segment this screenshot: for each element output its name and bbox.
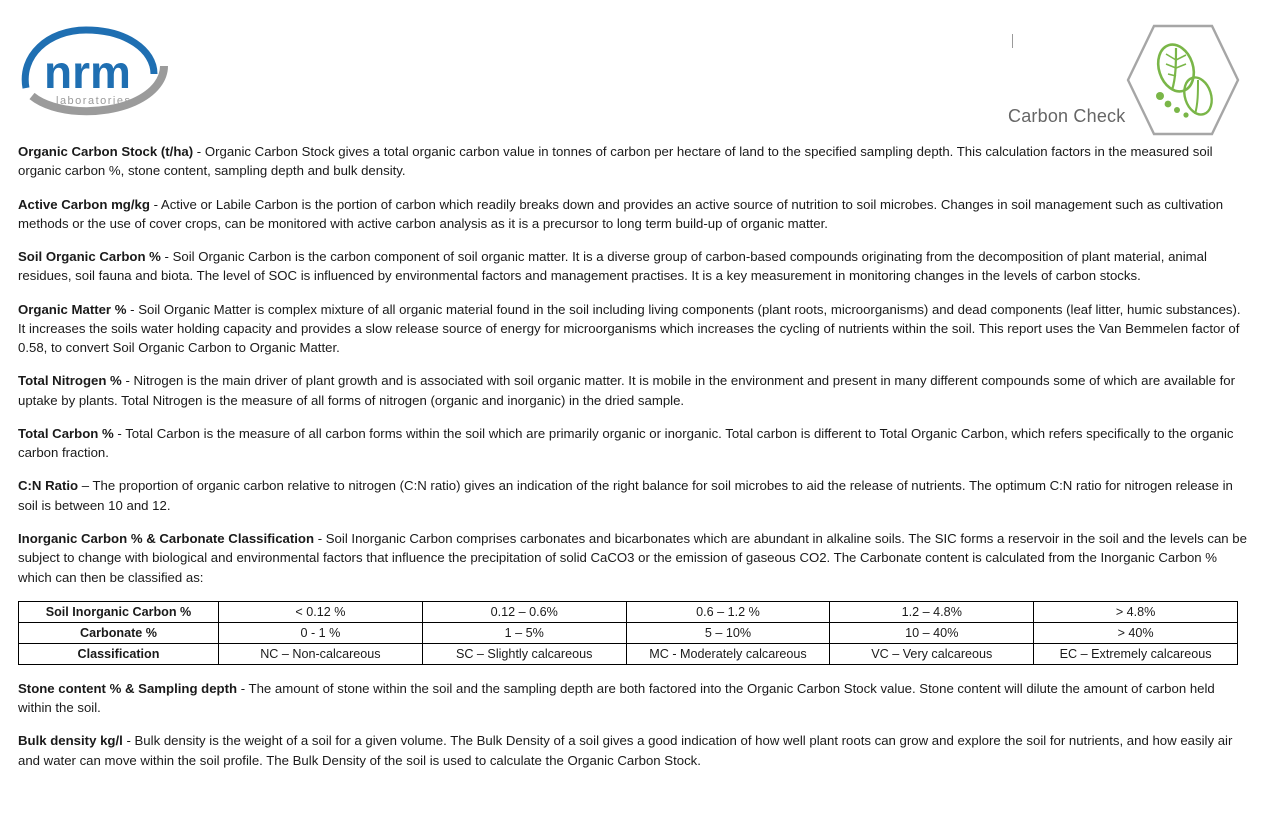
table-cell: 0.12 – 0.6% bbox=[422, 601, 626, 622]
table-cell: MC - Moderately calcareous bbox=[626, 643, 830, 664]
paragraph-text: - Soil Inorganic Carbon comprises carbonates and bicarbonates which are abundant in alkaline soils. The SIC forms a reservoir in the soil and the levels can be subject to change with biological and environmental factors that influence the precipitation of solid CaCO3 or the emission of gaseous CO2. The Carbonate content is calculated from the Inorganic Carbon % which can then be classified as: bbox=[18, 530, 1247, 585]
carbonate-classification-table bbox=[18, 601, 1238, 665]
paragraph-text: – The proportion of organic carbon relative to nitrogen (C:N ratio) gives an indication of the right balance for soil microbes to aid the release of nutrients. The optimum C:N ratio for nitrogen release in soil is between 10 and 12. bbox=[18, 478, 1233, 513]
carbon-check-badge bbox=[1008, 22, 1248, 138]
page-header bbox=[0, 0, 1268, 142]
paragraph-text: - Organic Carbon Stock gives a total organic carbon value in tonnes of carbon per hectare of land to the specified sampling depth. This calculation factors in the measured soil organic carbon %, stone content, sampling depth and bulk density. bbox=[18, 144, 1213, 179]
table-cell: SC – Slightly calcareous bbox=[422, 643, 626, 664]
table-cell: EC – Extremely calcareous bbox=[1034, 643, 1238, 664]
table-cell: < 0.12 % bbox=[219, 601, 423, 622]
nrm-laboratories-logo bbox=[14, 16, 174, 120]
svg-text:nrm: nrm bbox=[44, 46, 131, 98]
paragraph-active-carbon bbox=[18, 195, 1250, 234]
table-cell: 1.2 – 4.8% bbox=[830, 601, 1034, 622]
paragraph-lead: Total Nitrogen % bbox=[18, 373, 122, 389]
divider bbox=[1012, 34, 1013, 48]
hexagon-footprint-icon bbox=[1124, 22, 1242, 143]
document-body bbox=[0, 142, 1268, 770]
paragraph-stone-content bbox=[18, 679, 1250, 718]
paragraph-text: - Soil Organic Carbon is the carbon component of soil organic matter. It is a diverse group of carbon-based compounds originating from the decomposition of plant material, animal residues, soil fauna and biota. The level of SOC is influenced by environmental factors and management practises. It is a key measurement in monitoring changes in the levels of carbon stocks. bbox=[18, 249, 1207, 284]
paragraph-soil-organic-carbon bbox=[18, 247, 1250, 286]
paragraph-text: - Bulk density is the weight of a soil for a given volume. The Bulk Density of a soil gives a good indication of how well plant roots can grow and explore the soil for nutrients, and how easily air and water can move within the soil profile. The Bulk Density of the soil is used to calculate the Organic Carbon Stock. bbox=[18, 733, 1233, 768]
paragraph-organic-carbon-stock bbox=[18, 142, 1250, 181]
paragraph-text: - Nitrogen is the main driver of plant growth and is associated with soil organic matter. It is mobile in the environment and present in many different compounds some of which are available for uptake by plants. Total Nitrogen is the measure of all forms of nitrogen (organic and inorganic) in the dried sample. bbox=[18, 373, 1235, 408]
paragraph-lead: Active Carbon mg/kg bbox=[18, 196, 150, 212]
table-cell: 0.6 – 1.2 % bbox=[626, 601, 830, 622]
table-cell: 1 – 5% bbox=[422, 622, 626, 643]
paragraph-total-carbon bbox=[18, 424, 1250, 463]
paragraph-cn-ratio bbox=[18, 476, 1250, 515]
table-cell: 10 – 40% bbox=[830, 622, 1034, 643]
table-cell: > 40% bbox=[1034, 622, 1238, 643]
table-cell: > 4.8% bbox=[1034, 601, 1238, 622]
row-header: Soil Inorganic Carbon % bbox=[19, 601, 219, 622]
paragraph-lead: C:N Ratio bbox=[18, 478, 79, 494]
paragraph-lead: Organic Matter % bbox=[18, 301, 127, 317]
row-header: Carbonate % bbox=[19, 622, 219, 643]
paragraph-text: - Soil Organic Matter is complex mixture of all organic material found in the soil including living components (plant roots, microorganisms) and dead components (leaf litter, humic substances). It increases the soils water holding capacity and provides a slow release source of energy for microorganisms which increases the cycling of nutrients within the soil. This report uses the Van Bemmelen factor of 0.58, to convert Soil Organic Carbon to Organic Matter. bbox=[18, 301, 1241, 356]
row-header: Classification bbox=[19, 643, 219, 664]
paragraph-text: - Total Carbon is the measure of all carbon forms within the soil which are primarily organic or inorganic. Total carbon is different to Total Organic Carbon, which refers specifically to the organic carbon fraction. bbox=[18, 425, 1234, 461]
paragraph-bulk-density bbox=[18, 731, 1250, 770]
carbon-check-label: Carbon Check bbox=[1008, 106, 1126, 126]
paragraph-inorganic-carbon bbox=[18, 529, 1250, 587]
table-row bbox=[19, 601, 1238, 622]
table-row bbox=[19, 643, 1238, 664]
paragraph-lead: Soil Organic Carbon % bbox=[18, 249, 161, 265]
paragraph-lead: Stone content % & Sampling depth bbox=[18, 680, 238, 696]
paragraph-lead: Organic Carbon Stock (t/ha) bbox=[18, 144, 194, 159]
paragraph-lead: Total Carbon % bbox=[18, 425, 114, 441]
table-cell: 0 - 1 % bbox=[219, 622, 423, 643]
svg-text:laboratories: laboratories bbox=[56, 95, 132, 107]
table-cell: VC – Very calcareous bbox=[830, 643, 1034, 664]
paragraph-text: - Active or Labile Carbon is the portion of carbon which readily breaks down and provides an active source of nutrition to soil microbes. Changes in soil management such as cultivation methods or the use of cover crops, can be monitored with active carbon analysis as it is a precursor to long term build-up of organic matter. bbox=[18, 196, 1224, 231]
paragraph-lead: Bulk density kg/l bbox=[18, 733, 123, 749]
paragraph-organic-matter bbox=[18, 300, 1250, 358]
paragraph-lead: Inorganic Carbon % & Carbonate Classification bbox=[18, 530, 315, 546]
paragraph-total-nitrogen bbox=[18, 371, 1250, 410]
table-cell: NC – Non-calcareous bbox=[219, 643, 423, 664]
table-cell: 5 – 10% bbox=[626, 622, 830, 643]
table-row bbox=[19, 622, 1238, 643]
paragraph-text: - The amount of stone within the soil and the sampling depth are both factored into the Organic Carbon Stock value. Stone content will dilute the amount of carbon held within the soil. bbox=[18, 680, 1215, 716]
